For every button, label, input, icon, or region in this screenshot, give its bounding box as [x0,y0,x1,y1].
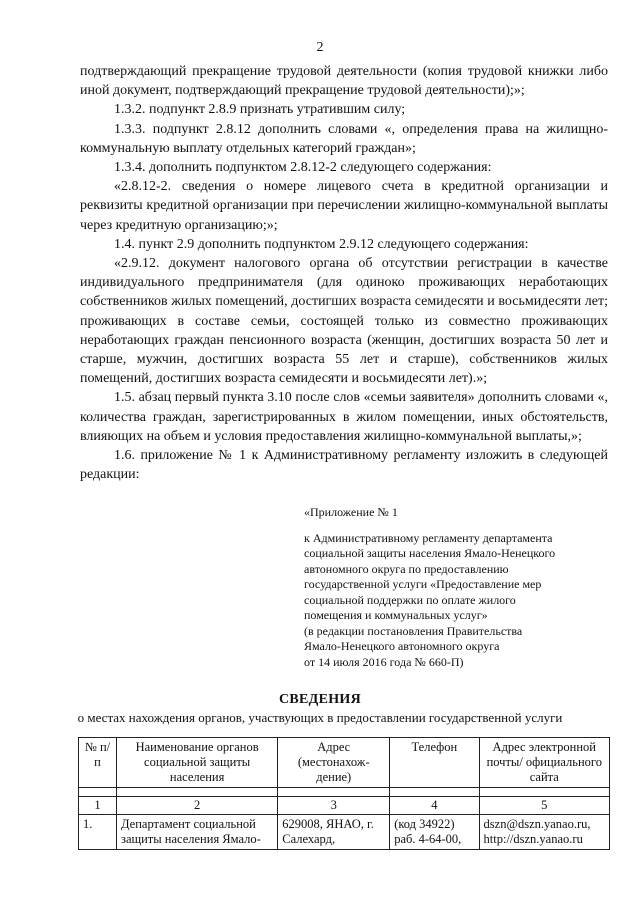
header-address: Адрес (местонахож-дение) [278,738,390,788]
table-spacer-row [79,788,610,797]
column-numbers-row [79,797,610,815]
paragraph: 1.3.3. подпункт 2.8.12 дополнить словами «, определения права на жилищно-коммунальную выплату отдельных категорий граждан»; [80,121,608,156]
cell-email-site: dszn@dszn.yanao.ru, http://dszn.yanao.ru [479,815,609,850]
appendix-line: Ямало-Ненецкого автономного округа [304,639,500,653]
column-number: 4 [390,797,479,815]
column-number: 5 [479,797,609,815]
table-header-row [79,738,610,788]
paragraph: 1.3.4. дополнить подпунктом 2.8.12-2 следующего содержания: [114,160,492,176]
appendix-line: государственной услуги «Предоставление мер [304,577,542,591]
paragraph: 1.6. приложение № 1 к Административному регламенту изложить в следующей редакции: [80,448,608,483]
section-heading: СВЕДЕНИЯ [278,692,362,707]
body-text [80,62,608,484]
appendix-line: помещения и коммунальных услуг» [304,608,488,622]
cell-address: 629008, ЯНАО, г. Салехард, [278,815,390,850]
paragraph: «2.8.12-2. сведения о номере лицевого счета в кредитной организации и реквизиты кредитной организации при перечислении жилищно-коммунальной выплаты через кредитную организацию;»; [80,179,608,233]
appendix-block [304,505,604,670]
header-phone: Телефон [390,738,479,788]
appendix-line: социальной поддержки по оплате жилого [304,592,516,607]
cell-number: 1. [79,815,117,850]
paragraph: 1.5. абзац первый пункта 3.10 после слов «семьи заявителя» дополнить словами «, количества граждан, зарегистрированных в жилом помещении, иных обстоятельств, влияющих на объем и условия предоставления жилищно-коммунальной выплаты,»; [80,390,608,444]
table-row [79,815,610,850]
column-number: 2 [117,797,278,815]
page-number: 2 [316,40,324,55]
column-number: 3 [278,797,390,815]
header-organization: Наименование органов социальной защиты населения [117,738,278,788]
cell-phone: (код 34922) раб. 4-64-00, [390,815,479,850]
appendix-line: (в редакции постановления Правительства [304,623,523,638]
header-email-site: Адрес электронной почты/ официального сайта [479,738,609,788]
appendix-line: к Административному регламенту департамента [304,530,553,545]
paragraph: «2.9.12. документ налогового органа об отсутствии регистрации в качестве индивидуального предпринимателя (для одиноко проживающих неработающих собственников жилых помещений, достигших возраста семидесяти и восьмидесяти лет; проживающих в составе семьи, состоящей только из совместно проживающих неработающих граждан пенсионного возраста (женщин, достигших возраста 50 лет и старше, мужчин, достигших возраста 55 лет и старше), собственников жилых помещений, достигших возраста семидесяти и восьмидесяти лет).»; [80,256,608,387]
paragraph: подтверждающий прекращение трудовой деятельности (копия трудовой книжки либо иной документ, подтверждающий прекращение трудовой деятельности);»; [80,64,608,99]
section-subheading: о местах нахождения органов, участвующих в предоставлении государственной услуги [77,710,563,725]
header-number: № п/п [79,738,117,788]
paragraph: 1.4. пункт 2.9 дополнить подпунктом 2.9.12 следующего содержания: [114,236,529,252]
appendix-title: «Приложение № 1 [304,505,398,519]
paragraph: 1.3.2. подпункт 2.8.9 признать утратившим силу; [114,102,406,118]
appendix-line: от 14 июля 2016 года № 660-П) [304,654,464,669]
column-number: 1 [79,797,117,815]
cell-organization: Департамент социальной защиты населения Ямало- [117,815,278,850]
organizations-table [78,737,610,850]
appendix-line: автономного округа по предоставлению [304,561,509,576]
appendix-line: социальной защиты населения Ямало-Ненецкого [304,546,556,560]
